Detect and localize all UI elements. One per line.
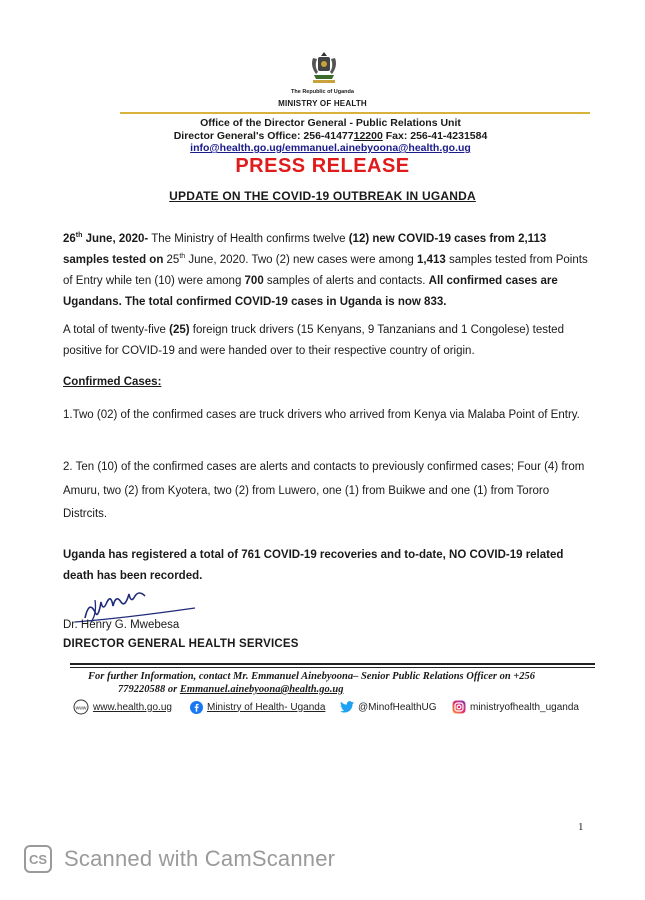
paragraph-new-cases: 26th June, 2020- The Ministry of Health confirms twelve (12) new COVID-19 cases from 2,113 samples tested on 25th June, 2020. Two (2) new cases were among 1,413 samples tested from Points of Entry while ten (10) were among 700 samples of alerts and contacts. All confirmed cases are Ugandans. The total confirmed COVID-19 cases in Uganda is now 833. (63, 232, 588, 308)
page-number: 1 (578, 821, 584, 833)
contact-info-line: For further Information, contact Mr. Emmanuel Ainebyoona– Senior Public Relations Officer on +256 (88, 671, 536, 682)
camscanner-text: Scanned with CamScanner (64, 846, 336, 871)
camscanner-logo: CS (24, 845, 52, 873)
press-release-title: PRESS RELEASE (235, 155, 410, 177)
web-icon (73, 699, 89, 715)
instagram-link[interactable]: ministryofhealth_uganda (452, 699, 579, 715)
coat-of-arms-icon (305, 48, 343, 86)
update-title: UPDATE ON THE COVID-19 OUTBREAK IN UGANDA (169, 189, 476, 203)
confirmed-cases-heading: Confirmed Cases: (63, 376, 162, 388)
twitter-link[interactable]: @MinofHealthUG (340, 699, 437, 715)
website-link[interactable]: www www.health.go.ug (73, 699, 172, 715)
footer-divider (70, 663, 595, 665)
republic-label: The Republic of Uganda (291, 89, 354, 95)
signer-title: DIRECTOR GENERAL HEALTH SERVICES (63, 638, 299, 650)
footer-divider-thin (70, 667, 595, 668)
twitter-icon (340, 701, 354, 713)
ministry-label: MINISTRY OF HEALTH (278, 99, 367, 108)
instagram-icon (452, 700, 466, 714)
camscanner-watermark (24, 845, 335, 873)
email-link[interactable]: info@health.go.ug/emmanuel.ainebyoona@health.go.ug (190, 142, 471, 154)
svg-text:www: www (75, 705, 87, 712)
facebook-icon (190, 701, 203, 714)
signer-name: Dr. Henry G. Mwebesa (63, 619, 180, 631)
recoveries-statement: Uganda has registered a total of 761 COVID-19 recoveries and to-date, NO COVID-19 related death has been recorded. (63, 549, 564, 582)
confirmed-case-item-1: 1.Two (02) of the confirmed cases are truck drivers who arrived from Kenya via Malaba Point of Entry. (63, 409, 580, 421)
confirmed-case-item-2: 2. Ten (10) of the confirmed cases are alerts and contacts to previously confirmed cases; Four (4) from Amuru, two (2) from Kyotera, two (2) from Luwero, one (1) from Buikwe and one (1) from Tororo Distrcits. (63, 461, 585, 520)
office-line: Office of the Director General - Public Relations Unit (200, 117, 461, 129)
facebook-link[interactable]: Ministry of Health- Uganda (190, 699, 325, 715)
phones-line: Director General's Office: 256-4147712200 Fax: 256-41-4231584 (173, 130, 488, 142)
contact-info-line-2: 779220588 or Emmanuel.ainebyoona@health.go.ug (118, 684, 344, 695)
contact-email-link[interactable]: Emmanuel.ainebyoona@health.go.ug (179, 684, 344, 695)
header-divider (120, 112, 590, 114)
paragraph-truck-drivers: A total of twenty-five (25) foreign truck drivers (15 Kenyans, 9 Tanzanians and 1 Congolese) tested positive for COVID-19 and were handed over to their respective country of origin. (63, 324, 564, 357)
